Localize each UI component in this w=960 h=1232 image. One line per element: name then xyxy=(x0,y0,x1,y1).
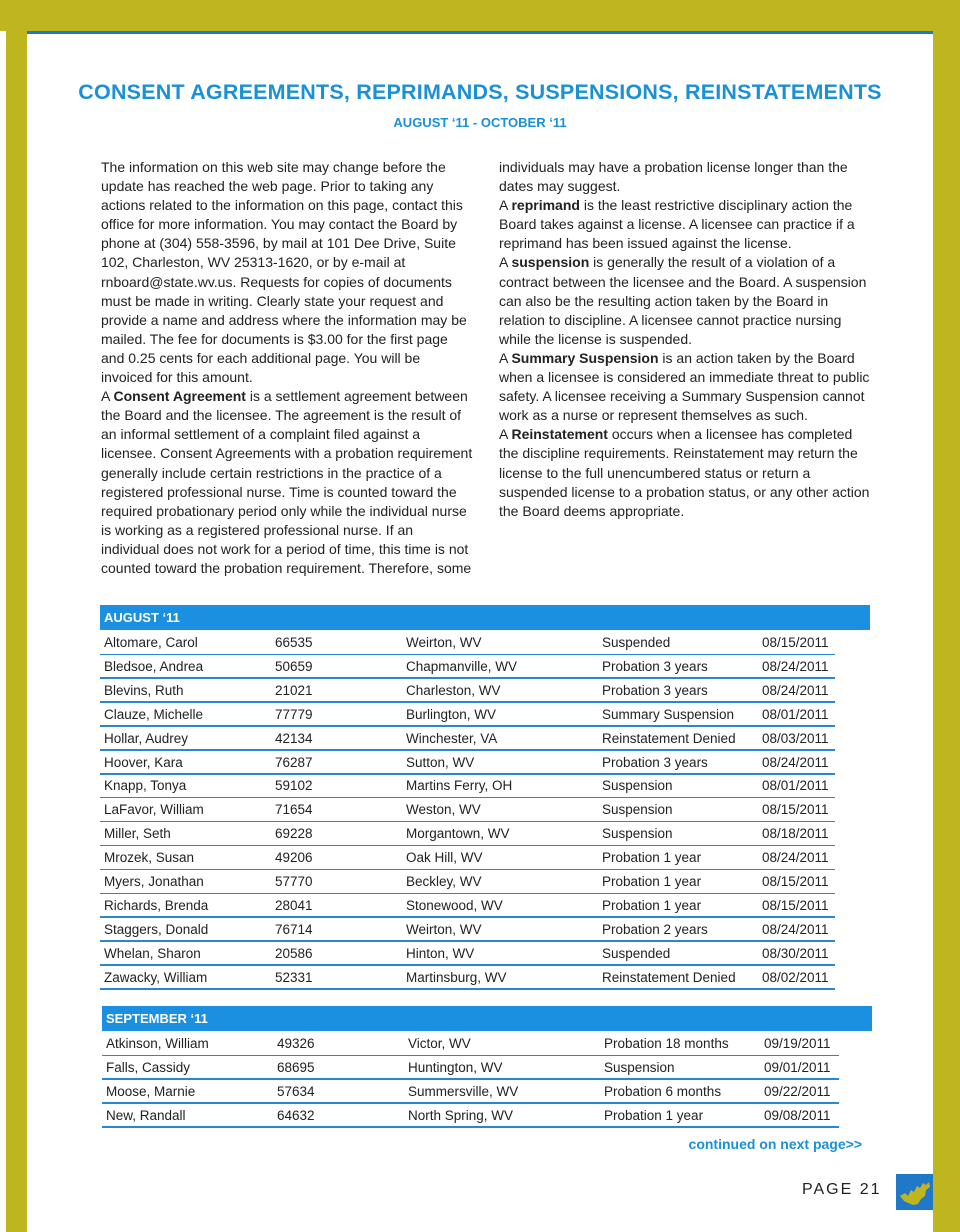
reprimand-post: is the least restrictive disciplinary action the Board takes against a license. A licensee can practice if a reprimand has been issued against the license. xyxy=(499,197,855,252)
cell-license: 49326 xyxy=(277,1036,315,1051)
cell-name: Bledsoe, Andrea xyxy=(104,658,204,674)
cell-date: 08/15/2011 xyxy=(762,802,829,818)
cell-name: Miller, Seth xyxy=(104,826,171,842)
section-header-1: SEPTEMBER ‘11 xyxy=(102,1006,872,1031)
table-row xyxy=(100,728,870,751)
cell-action: Suspended xyxy=(602,945,671,961)
cell-city: Victor, WV xyxy=(408,1036,471,1051)
cell-license: 77779 xyxy=(275,706,313,722)
cell-city: Chapmanville, WV xyxy=(406,658,518,674)
cell-license: 71654 xyxy=(275,802,313,818)
contact-paragraph: The information on this web site may change before the update has reached the web page. Prior to taking any actions related to the information on this page, contact this office for more information. You may contact the Board by phone at (304) 558-3596, by mail at 101 Dee Drive, Suite 102, Charleston, WV 25313-1620, or by e-mail at rnboard@state.wv.us. Requests for copies of documents must be made in writing. Clearly state your request and provide a name and address where the information may be mailed. The fee for documents is $3.00 for the first page and 0.25 cents for each additional page. You will be invoiced for this amount. xyxy=(101,159,467,386)
consent-term: Consent Agreement xyxy=(113,388,246,405)
row-underline xyxy=(100,749,835,751)
row-underline xyxy=(100,773,835,775)
cell-date: 08/01/2011 xyxy=(762,706,829,722)
cell-license: 59102 xyxy=(275,778,313,794)
cell-name: Whelan, Sharon xyxy=(104,945,201,961)
cell-name: LaFavor, William xyxy=(104,802,204,818)
table-row xyxy=(100,823,870,846)
cell-date: 08/24/2011 xyxy=(762,682,829,698)
table-row xyxy=(100,632,870,655)
cell-action: Probation 3 years xyxy=(602,658,708,674)
cell-action: Probation 6 months xyxy=(604,1083,722,1099)
row-underline xyxy=(102,1055,839,1057)
cell-city: Hinton, WV xyxy=(406,945,475,961)
reprimand-paragraph xyxy=(499,196,871,253)
intro-right-column xyxy=(499,158,871,521)
table-row xyxy=(100,704,870,727)
consent-paragraph xyxy=(101,387,473,578)
cell-license: 21021 xyxy=(275,682,313,698)
intro-left-column xyxy=(101,158,473,578)
cell-action: Suspension xyxy=(604,1059,675,1075)
cell-city: Weirton, WV xyxy=(406,921,482,937)
cell-license: 49206 xyxy=(275,850,313,866)
cell-name: Hollar, Audrey xyxy=(104,730,189,746)
cell-action: Reinstatement Denied xyxy=(602,730,736,746)
wv-state-logo xyxy=(896,1174,933,1210)
left-border xyxy=(0,0,27,1232)
summary-post: is an action taken by the Board when a licensee is considered an immediate threat to public safety. A licensee receiving a Summary Suspension cannot work as a nurse or represent themselves as such. xyxy=(499,349,870,424)
row-underline xyxy=(100,797,835,799)
suspension-term: suspension xyxy=(511,254,590,271)
cell-date: 08/24/2011 xyxy=(762,921,829,937)
cell-license: 57634 xyxy=(277,1083,315,1099)
cell-date: 08/24/2011 xyxy=(762,658,829,674)
cell-date: 08/24/2011 xyxy=(762,850,829,866)
cell-license: 76287 xyxy=(275,754,313,770)
page-title: CONSENT AGREEMENTS, REPRIMANDS, SUSPENSIONS, REINSTATEMENTS xyxy=(78,80,882,104)
cell-city: Huntington, WV xyxy=(408,1059,503,1075)
cell-name: New, Randall xyxy=(106,1107,186,1123)
cell-license: 66535 xyxy=(275,635,313,650)
cell-license: 68695 xyxy=(277,1059,315,1075)
cell-name: Altomare, Carol xyxy=(104,635,198,650)
cell-city: Martinsburg, WV xyxy=(406,969,507,985)
cell-city: Stonewood, WV xyxy=(406,897,503,913)
cell-date: 08/24/2011 xyxy=(762,754,829,770)
consent-continued: individuals may have a probation license longer than the dates may suggest. xyxy=(499,159,848,195)
cell-city: Beckley, WV xyxy=(406,874,482,889)
reinstatement-term: Reinstatement xyxy=(511,426,608,443)
cell-name: Moose, Marnie xyxy=(106,1083,196,1099)
cell-name: Hoover, Kara xyxy=(104,754,183,770)
cell-license: 52331 xyxy=(275,969,313,985)
summary-term: Summary Suspension xyxy=(511,349,659,366)
cell-city: Weston, WV xyxy=(406,802,481,818)
cell-date: 08/15/2011 xyxy=(762,635,829,650)
row-underline xyxy=(100,988,835,990)
suspension-paragraph xyxy=(499,253,871,348)
row-underline xyxy=(100,893,835,895)
cell-action: Probation 1 year xyxy=(602,874,702,889)
consent-pre: A xyxy=(101,388,114,405)
cell-date: 09/08/2011 xyxy=(764,1107,831,1123)
wv-map-icon xyxy=(896,1174,933,1210)
table-row xyxy=(100,680,870,703)
summary-pre: A xyxy=(499,349,512,366)
row-underline xyxy=(100,821,835,823)
suspension-post: is generally the result of a violation of a contract between the licensee and the Board. A suspension can also be the resulting action taken by the Board in relation to discipline. A licensee cannot practice nursing while the license is suspended. xyxy=(499,254,867,347)
cell-city: Burlington, WV xyxy=(406,706,497,722)
cell-name: Knapp, Tonya xyxy=(104,778,187,794)
row-underline xyxy=(100,940,835,942)
page-subtitle: AUGUST ‘11 - OCTOBER ‘11 xyxy=(393,115,567,130)
reinstatement-paragraph xyxy=(499,425,871,520)
row-underline xyxy=(102,1126,839,1128)
table-row xyxy=(100,847,870,870)
cell-city: Oak Hill, WV xyxy=(406,850,483,866)
cell-license: 64632 xyxy=(277,1107,315,1123)
row-underline xyxy=(102,1102,839,1104)
cell-license: 69228 xyxy=(275,826,313,842)
cell-action: Probation 1 year xyxy=(604,1107,704,1123)
cell-date: 09/01/2011 xyxy=(764,1059,831,1075)
table-row xyxy=(100,943,870,966)
cell-city: North Spring, WV xyxy=(408,1107,514,1123)
consent-post: is a settlement agreement between the Board and the licensee. The agreement is the result of an informal settlement of a complaint filed against a licensee. Consent Agreements with a probation requirement generally include certain restrictions in the practice of a registered professional nurse. Time is counted toward the required probationary period only while the individual nurse is working as a registered professional nurse. If an individual does not work for a period of time, this time is not counted toward the probation requirement. Therefore, some xyxy=(101,388,473,576)
summary-paragraph xyxy=(499,349,871,425)
cell-license: 50659 xyxy=(275,658,313,674)
cell-city: Martins Ferry, OH xyxy=(406,778,513,794)
section-header-0: AUGUST ‘11 xyxy=(100,605,870,630)
row-underline xyxy=(100,725,835,727)
table-row xyxy=(100,799,870,822)
cell-date: 08/30/2011 xyxy=(762,945,829,961)
cell-city: Weirton, WV xyxy=(406,635,482,650)
table-row xyxy=(102,1057,872,1080)
cell-name: Mrozek, Susan xyxy=(104,850,195,866)
cell-action: Reinstatement Denied xyxy=(602,969,736,985)
row-underline xyxy=(100,701,835,703)
table-row xyxy=(100,775,870,798)
cell-city: Morgantown, WV xyxy=(406,826,510,842)
cell-action: Probation 2 years xyxy=(602,921,708,937)
row-underline xyxy=(100,845,835,847)
cell-name: Blevins, Ruth xyxy=(104,682,184,698)
continued-note: continued on next page>> xyxy=(688,1136,862,1152)
cell-license: 76714 xyxy=(275,921,313,937)
cell-action: Probation 3 years xyxy=(602,754,708,770)
cell-name: Atkinson, William xyxy=(106,1036,209,1051)
row-underline xyxy=(100,677,835,679)
cell-action: Probation 1 year xyxy=(602,897,702,913)
table-row xyxy=(102,1081,872,1104)
reprimand-pre: A xyxy=(499,197,512,214)
cell-name: Zawacky, William xyxy=(104,969,208,985)
table-row xyxy=(100,919,870,942)
cell-city: Sutton, WV xyxy=(406,754,475,770)
row-underline xyxy=(100,916,835,918)
cell-city: Summersville, WV xyxy=(408,1083,519,1099)
cell-date: 08/15/2011 xyxy=(762,874,829,889)
row-underline xyxy=(100,654,835,656)
cell-action: Suspension xyxy=(602,802,673,818)
cell-action: Suspension xyxy=(602,826,673,842)
cell-action: Suspended xyxy=(602,635,671,650)
cell-date: 09/22/2011 xyxy=(764,1083,831,1099)
suspension-pre: A xyxy=(499,254,512,271)
cell-date: 08/02/2011 xyxy=(762,969,829,985)
cell-date: 09/19/2011 xyxy=(764,1036,831,1051)
table-row xyxy=(100,871,870,894)
table-row xyxy=(102,1105,872,1128)
cell-date: 08/18/2011 xyxy=(762,826,829,842)
cell-license: 57770 xyxy=(275,874,313,889)
cell-action: Probation 3 years xyxy=(602,682,708,698)
row-underline xyxy=(100,869,835,871)
cell-date: 08/15/2011 xyxy=(762,897,829,913)
table-row xyxy=(100,967,870,990)
reinstatement-post: occurs when a licensee has completed the discipline requirements. Reinstatement may return the license to the full unencumbered status or return a suspended license to a probation status, or any other action the Board deems appropriate. xyxy=(499,426,870,519)
cell-action: Probation 18 months xyxy=(604,1036,729,1051)
cell-license: 20586 xyxy=(275,945,313,961)
cell-name: Myers, Jonathan xyxy=(104,874,204,889)
cell-action: Summary Suspension xyxy=(602,706,735,722)
reprimand-term: reprimand xyxy=(511,197,580,214)
row-underline xyxy=(102,1078,839,1080)
row-underline xyxy=(100,964,835,966)
page-number: PAGE 21 xyxy=(802,1181,882,1198)
cell-action: Probation 1 year xyxy=(602,850,702,866)
table-row xyxy=(102,1033,872,1056)
table-row xyxy=(100,752,870,775)
cell-date: 08/03/2011 xyxy=(762,730,829,746)
cell-city: Charleston, WV xyxy=(406,682,501,698)
cell-name: Clauze, Michelle xyxy=(104,706,204,722)
cell-name: Falls, Cassidy xyxy=(106,1059,191,1075)
cell-name: Richards, Brenda xyxy=(104,897,209,913)
cell-date: 08/01/2011 xyxy=(762,778,829,794)
cell-license: 28041 xyxy=(275,897,313,913)
cell-action: Suspension xyxy=(602,778,673,794)
cell-license: 42134 xyxy=(275,730,313,746)
cell-city: Winchester, VA xyxy=(406,730,498,746)
cell-name: Staggers, Donald xyxy=(104,921,209,937)
reinstatement-pre: A xyxy=(499,426,512,443)
table-row xyxy=(100,656,870,679)
table-row xyxy=(100,895,870,918)
